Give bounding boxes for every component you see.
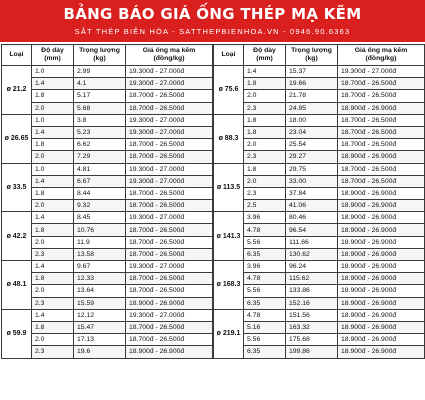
thickness-cell: 2.0 [32,236,74,248]
price-cell: 19.300đ - 27.000đ [126,66,213,78]
weight-cell: 11.9 [74,236,126,248]
weight-cell: 8.45 [74,212,126,224]
thickness-cell: 1.8 [244,114,286,126]
weight-cell: 18.00 [286,114,338,126]
price-cell: 19.300đ - 27.000đ [126,163,213,175]
thickness-cell: 4.78 [244,273,286,285]
thickness-cell: 6.35 [244,346,286,358]
weight-cell: 37.84 [286,187,338,199]
header-gia-text: Giá ống mạ kẽm [142,47,196,54]
thickness-cell: 4.78 [244,309,286,321]
weight-cell: 15.59 [74,297,126,309]
thickness-cell: 1.4 [32,261,74,273]
table-row [2,200,213,212]
table-row [2,66,213,78]
table-row [214,90,425,102]
thickness-cell: 2.0 [244,139,286,151]
price-cell: 18.900đ - 26.900đ [338,200,425,212]
thickness-cell: 3.96 [244,212,286,224]
price-cell: 18.900đ - 26.900đ [126,297,213,309]
thickness-cell: 1.8 [32,224,74,236]
weight-cell: 21.78 [286,90,338,102]
header-loai [2,45,32,66]
thickness-cell: 4.78 [244,224,286,236]
price-cell: 19.300đ - 27.000đ [126,114,213,126]
table-row [2,285,213,297]
price-cell: 18.900đ - 26.900đ [338,334,425,346]
price-cell: 18.700đ - 26.500đ [338,175,425,187]
table-row [2,102,213,114]
price-cell: 19.300đ - 27.000đ [126,212,213,224]
weight-cell: 111.66 [286,236,338,248]
page-subtitle: SẮT THÉP BIÊN HÒA - SATTHEPBIENHOA.VN - 0946.90.6363 [74,27,351,36]
header-row [214,45,425,66]
thickness-cell: 1.4 [32,126,74,138]
table-row [2,78,213,90]
price-cell: 18.700đ - 26.500đ [338,78,425,90]
thickness-cell: 5.56 [244,236,286,248]
price-cell: 18.700đ - 26.500đ [126,90,213,102]
pipe-type-cell: ø 48.1 [2,261,32,310]
weight-cell: 151.56 [286,309,338,321]
table-row [214,236,425,248]
table-row [2,151,213,163]
header-do-day [32,45,74,66]
table-row [2,212,213,224]
page-title: BẢNG BÁO GIÁ ỐNG THÉP MẠ KẼM [63,5,362,23]
table-row [2,248,213,260]
thickness-cell: 2.3 [32,346,74,358]
thickness-cell: 1.8 [32,187,74,199]
weight-cell: 96.24 [286,261,338,273]
table-row [214,175,425,187]
weight-cell: 24.95 [286,102,338,114]
weight-cell: 10.76 [74,224,126,236]
thickness-cell: 1.0 [32,163,74,175]
table-row [214,285,425,297]
thickness-cell: 1.8 [32,139,74,151]
table-row [214,321,425,333]
weight-cell: 15.47 [74,321,126,333]
weight-cell: 29.75 [286,163,338,175]
table-row [2,126,213,138]
price-cell: 18.900đ - 26.900đ [338,346,425,358]
header-gia-text: (đồng/kg) [153,55,185,62]
weight-cell: 23.04 [286,126,338,138]
price-table-right [213,44,425,359]
header-trong-luong-text: Trọng lượng [291,47,332,54]
table-row [214,139,425,151]
header-trong-luong-text: Trọng lượng [79,47,120,54]
price-cell: 19.300đ - 27.000đ [126,309,213,321]
table-row [2,139,213,151]
thickness-cell: 1.8 [244,163,286,175]
weight-cell: 5.68 [74,102,126,114]
table-row [214,151,425,163]
table-row [214,114,425,126]
thickness-cell: 1.8 [244,78,286,90]
table-row [214,66,425,78]
table-row [214,163,425,175]
pipe-type-cell: ø 88.3 [214,114,244,163]
header-trong-luong-text: (kg) [93,55,106,62]
weight-cell: 19.6 [74,346,126,358]
table-row [2,175,213,187]
table-row [214,126,425,138]
pipe-type-cell: ø 75.6 [214,66,244,115]
price-cell: 18.900đ - 26.900đ [338,212,425,224]
weight-cell: 133.86 [286,285,338,297]
weight-cell: 25.54 [286,139,338,151]
thickness-cell: 1.0 [32,66,74,78]
table-row [2,187,213,199]
thickness-cell: 6.35 [244,297,286,309]
thickness-cell: 2.0 [32,102,74,114]
weight-cell: 5.17 [74,90,126,102]
table-row [2,297,213,309]
table-row [2,114,213,126]
price-cell: 18.700đ - 26.500đ [126,187,213,199]
weight-cell: 96.54 [286,224,338,236]
thickness-cell: 2.3 [32,248,74,260]
price-cell: 18.700đ - 26.500đ [126,236,213,248]
header-do-day [244,45,286,66]
table-row [2,309,213,321]
thickness-cell: 1.8 [244,126,286,138]
weight-cell: 12.12 [74,309,126,321]
header-do-day-text: (mm) [256,55,273,62]
price-cell: 18.900đ - 26.900đ [338,224,425,236]
thickness-cell: 1.0 [32,114,74,126]
price-tables [1,44,424,399]
price-cell: 18.700đ - 26.500đ [338,163,425,175]
pipe-type-cell: ø 33.5 [2,163,32,212]
thickness-cell: 1.4 [32,212,74,224]
table-row [214,187,425,199]
weight-cell: 6.62 [74,139,126,151]
price-cell: 18.700đ - 26.500đ [126,151,213,163]
price-cell: 18.700đ - 26.500đ [126,248,213,260]
header-trong-luong [286,45,338,66]
price-cell: 18.900đ - 26.900đ [338,273,425,285]
table-row [2,334,213,346]
price-cell: 19.300đ - 27.000đ [126,261,213,273]
price-cell: 18.900đ - 26.900đ [338,102,425,114]
table-row [2,163,213,175]
header-loai-text: Loại [221,51,236,58]
weight-cell: 175.68 [286,334,338,346]
weight-cell: 9.32 [74,200,126,212]
thickness-cell: 2.3 [32,297,74,309]
price-cell: 18.700đ - 26.500đ [126,321,213,333]
price-cell: 18.900đ - 26.900đ [338,151,425,163]
table-row [214,334,425,346]
header-gia-text: (đồng/kg) [365,55,397,62]
header-gia [126,45,213,66]
pipe-type-cell: ø 219.1 [214,309,244,358]
table-row [214,212,425,224]
header-banner [0,0,425,42]
price-cell: 18.700đ - 26.500đ [338,139,425,151]
price-cell: 18.700đ - 26.500đ [338,126,425,138]
price-cell: 18.700đ - 26.500đ [126,200,213,212]
price-cell: 18.700đ - 26.500đ [126,334,213,346]
header-do-day-text: (mm) [44,55,61,62]
price-cell: 18.700đ - 26.500đ [126,273,213,285]
weight-cell: 13.58 [74,248,126,260]
price-cell: 18.700đ - 26.500đ [338,114,425,126]
price-cell: 18.900đ - 26.900đ [338,187,425,199]
thickness-cell: 2.0 [32,200,74,212]
thickness-cell: 3.96 [244,261,286,273]
weight-cell: 8.44 [74,187,126,199]
pipe-type-cell: ø 21.2 [2,66,32,115]
price-cell: 18.700đ - 26.500đ [126,102,213,114]
thickness-cell: 1.4 [244,66,286,78]
weight-cell: 199.86 [286,346,338,358]
thickness-cell: 2.0 [244,175,286,187]
thickness-cell: 2.0 [244,90,286,102]
weight-cell: 2.99 [74,66,126,78]
weight-cell: 7.29 [74,151,126,163]
pipe-type-cell: ø 168.3 [214,261,244,310]
thickness-cell: 5.56 [244,334,286,346]
table-row [214,78,425,90]
table-row [2,273,213,285]
thickness-cell: 1.4 [32,175,74,187]
price-cell: 18.700đ - 26.500đ [126,285,213,297]
thickness-cell: 2.0 [32,151,74,163]
thickness-cell: 1.4 [32,78,74,90]
price-cell: 18.900đ - 26.900đ [338,309,425,321]
weight-cell: 29.27 [286,151,338,163]
weight-cell: 15.37 [286,66,338,78]
weight-cell: 130.62 [286,248,338,260]
thickness-cell: 2.5 [244,200,286,212]
table-row [2,261,213,273]
header-trong-luong [74,45,126,66]
weight-cell: 163.32 [286,321,338,333]
price-cell: 19.300đ - 27.000đ [338,66,425,78]
table-row [214,200,425,212]
table-row [2,236,213,248]
weight-cell: 115.62 [286,273,338,285]
thickness-cell: 6.35 [244,248,286,260]
price-cell: 19.300đ - 27.000đ [126,126,213,138]
thickness-cell: 5.56 [244,285,286,297]
table-row [214,224,425,236]
price-cell: 18.700đ - 26.500đ [126,139,213,151]
header-loai-text: Loại [9,51,24,58]
weight-cell: 41.06 [286,200,338,212]
price-cell: 18.900đ - 26.900đ [338,248,425,260]
pipe-type-cell: ø 113.5 [214,163,244,212]
table-row [214,261,425,273]
table-row [2,224,213,236]
table-row [2,321,213,333]
table-row [214,297,425,309]
thickness-cell: 1.8 [32,90,74,102]
price-cell: 18.900đ - 26.900đ [126,346,213,358]
thickness-cell: 1.4 [32,309,74,321]
table-row [214,102,425,114]
price-cell: 19.300đ - 27.000đ [126,78,213,90]
table-row [2,346,213,358]
weight-cell: 17.13 [74,334,126,346]
table-row [214,273,425,285]
thickness-cell: 2.3 [244,102,286,114]
thickness-cell: 2.0 [32,334,74,346]
price-cell: 18.900đ - 26.900đ [338,236,425,248]
pipe-type-cell: ø 141.3 [214,212,244,261]
weight-cell: 12.33 [74,273,126,285]
weight-cell: 152.16 [286,297,338,309]
thickness-cell: 2.3 [244,187,286,199]
weight-cell: 6.67 [74,175,126,187]
price-cell: 18.700đ - 26.500đ [126,224,213,236]
pipe-type-cell: ø 42.2 [2,212,32,261]
thickness-cell: 2.0 [32,285,74,297]
weight-cell: 3.8 [74,114,126,126]
header-do-day-text: Độ dày [253,47,276,54]
table-row [214,248,425,260]
thickness-cell: 5.16 [244,321,286,333]
price-cell: 18.900đ - 26.900đ [338,297,425,309]
thickness-cell: 1.8 [32,321,74,333]
weight-cell: 13.64 [74,285,126,297]
pipe-type-cell: ø 26.65 [2,114,32,163]
weight-cell: 4.1 [74,78,126,90]
weight-cell: 19.66 [286,78,338,90]
table-row [214,346,425,358]
header-loai [214,45,244,66]
price-cell: 18.900đ - 26.900đ [338,261,425,273]
weight-cell: 33.00 [286,175,338,187]
thickness-cell: 2.3 [244,151,286,163]
price-cell: 18.900đ - 26.900đ [338,285,425,297]
weight-cell: 4.81 [74,163,126,175]
price-table-left [1,44,213,359]
thickness-cell: 1.8 [32,273,74,285]
table-row [2,90,213,102]
header-do-day-text: Độ dày [41,47,64,54]
header-row [2,45,213,66]
weight-cell: 9.67 [74,261,126,273]
header-trong-luong-text: (kg) [305,55,318,62]
price-cell: 19.300đ - 27.000đ [126,175,213,187]
pipe-type-cell: ø 59.9 [2,309,32,358]
price-cell: 18.700đ - 26.500đ [338,90,425,102]
header-gia-text: Giá ống mạ kẽm [354,47,408,54]
weight-cell: 80.46 [286,212,338,224]
header-gia [338,45,425,66]
price-cell: 18.900đ - 26.900đ [338,321,425,333]
table-row [214,309,425,321]
weight-cell: 5.23 [74,126,126,138]
